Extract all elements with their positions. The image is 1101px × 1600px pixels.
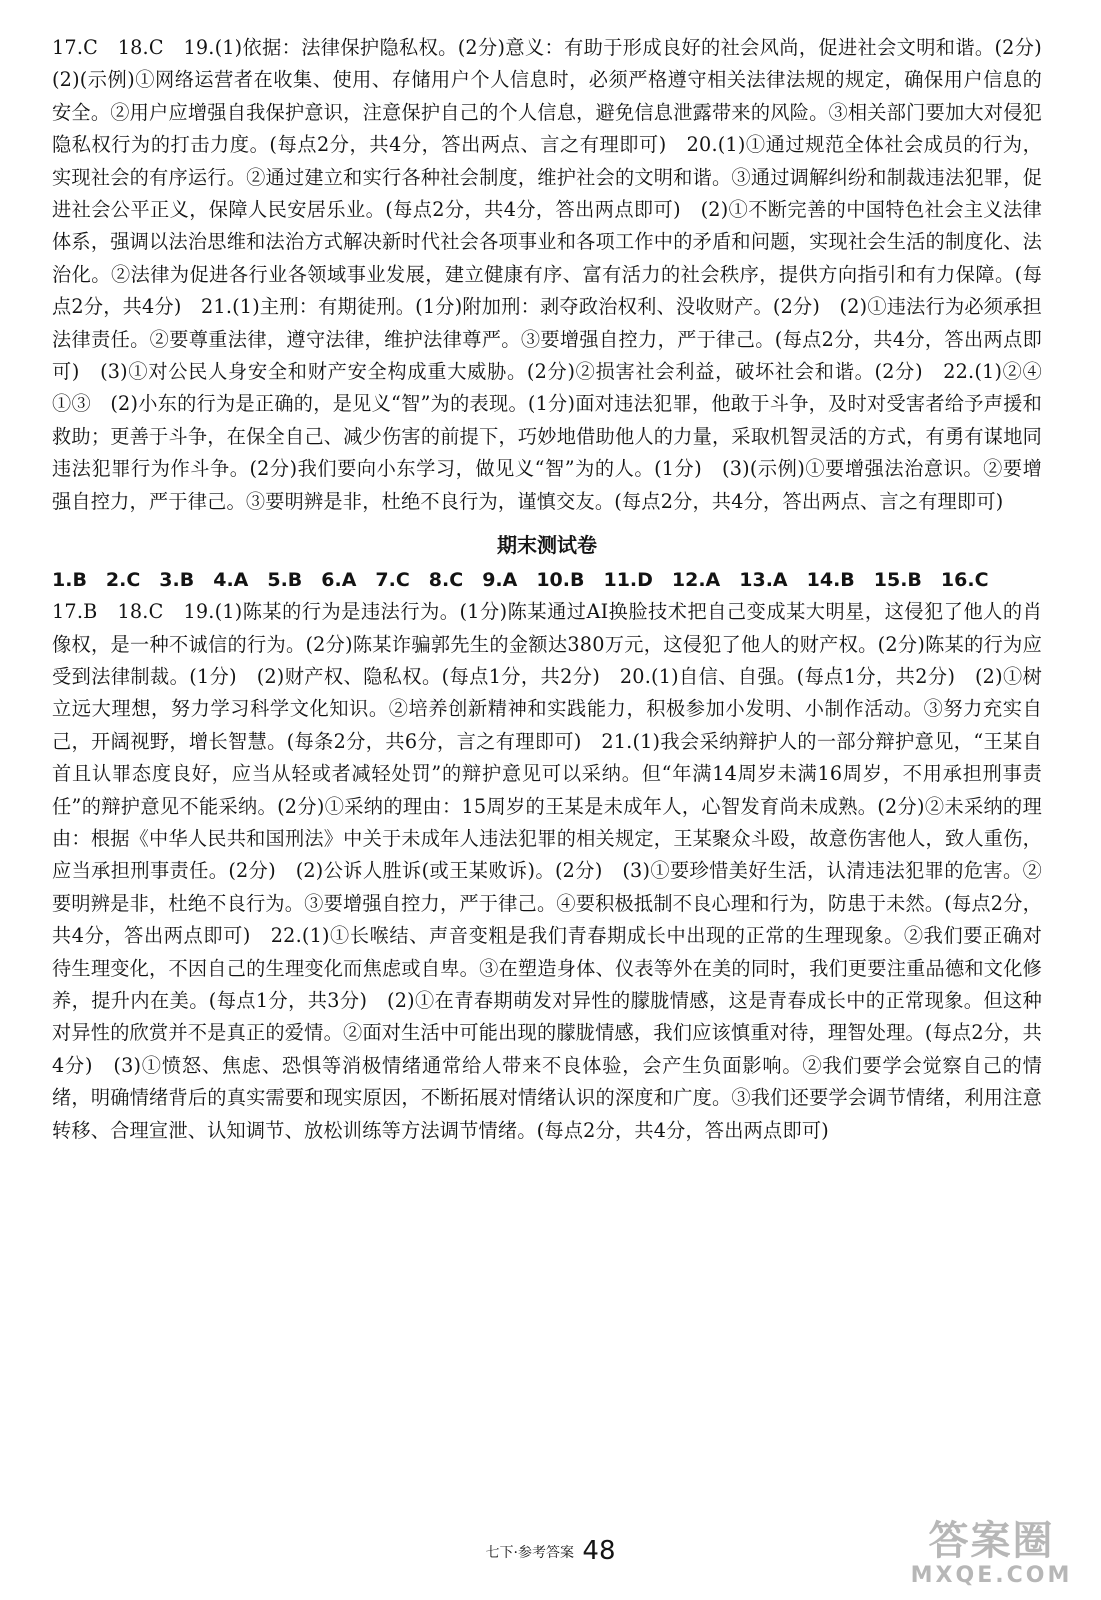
final-exam-answer-text: 17.B 18.C 19.(1)陈某的行为是违法行为。(1分)陈某通过AI换脸技术把自己变成某大明星，这侵犯了他人的肖像权，是一种不诚信的行为。(2分)陈某诈骗郭先生的金额达380万元，这侵犯了他人的财产权。(2分)陈某的行为应受到法律制裁。(1分) (2)财产权、隐私权。(每点1分，共2分) 20.(1)自信、自强。(每点1分，共2分) (2)①树立远大理想，努力学习科学文化知识。②培养创新精神和实践能力，积极参加小发明、小制作活动。③努力充实自己，开阔视野，增长智慧。(每条2分，共6分，言之有理即可) 21.(1)我会采纳辩护人的一部分辩护意见，“王某自首且认罪态度良好，应当从轻或者减轻处罚”的辩护意见可以采纳。但“年满14周岁未满16周岁，不用承担刑事责任”的辩护意见不能采纳。(2分)①采纳的理由：15周岁的王某是未成年人，心智发育尚未成熟。(2分)②未采纳的理由：根据《中华人民共和国刑法》中关于未成年人违法犯罪的相关规定，王某聚众斗殴，故意伤害他人，致人重伤，应当承担刑事责任。(2分) (2)公诉人胜诉(或王某败诉)。(2分) (3)①要珍惜美好生活，认清违法犯罪的危害。②要明辨是非，杜绝不良行为。③要增强自控力，严于律己。④要积极抵制不良心理和行为，防患于未然。(每点2分，共4分，答出两点即可) 22.(1)①长喉结、声音变粗是我们青春期成长中出现的正常的生理现象。②我们要正确对待生理变化，不因自己的生理变化而焦虑或自卑。③在塑造身体、仪表等外在美的同时，我们更要注重品德和文化修养，提升内在美。(每点1分，共3分) (2)①在青春期萌发对异性的朦胧情感，这是青春成长中的正常现象。但这种对异性的欣赏并不是真正的爱情。②面对生活中可能出现的朦胧情感，我们应该慎重对待，理智处理。(每点2分，共4分) (3)①愤怒、焦虑、恐惧等消极情绪通常给人带来不良体验，会产生负面影响。②我们要学会觉察自己的情绪，明确情绪背后的真实需要和现实原因，不断拓展对情绪认识的深度和广度。③我们还要学会调节情绪，利用注意转移、合理宣泄、认知调节、放松训练等方法调节情绪。(每点2分，共4分，答出两点即可) <box>52 600 1042 1142</box>
watermark-top-text: 答案圈 <box>928 1518 1055 1564</box>
section-title: 期末测试卷 <box>497 533 597 558</box>
choice-answers: 1.B 2.C 3.B 4.A 5.B 6.A 7.C 8.C 9.A 10.B 11.D 12.A 13.A 14.B 15.B 16.C <box>52 569 989 592</box>
page-number: 48 <box>582 1536 616 1566</box>
watermark-logo <box>904 1518 1079 1588</box>
footer-label: 七下·参考答案 <box>485 1545 574 1561</box>
watermark-bottom-text: MXQE.COM <box>910 1563 1073 1588</box>
answer-page <box>52 32 1062 1147</box>
answer-section-text: 17.C 18.C 19.(1)依据：法律保护隐私权。(2分)意义：有助于形成良好的社会风尚，促进社会文明和谐。(2分) (2)(示例)①网络运营者在收集、使用、存储用户个人信息时，必须严格遵守相关法律法规的规定，确保用户信息的安全。②用户应增强自我保护意识，注意保护自己的个人信息，避免信息泄露带来的风险。③相关部门要加大对侵犯隐私权行为的打击力度。(每点2分，共4分，答出两点、言之有理即可) 20.(1)①通过规范全体社会成员的行为，实现社会的有序运行。②通过建立和实行各种社会制度，维护社会的文明和谐。③通过调解纠纷和制裁违法犯罪，促进社会公平正义，保障人民安居乐业。(每点2分，共4分，答出两点即可) (2)①不断完善的中国特色社会主义法律体系，强调以法治思维和法治方式解决新时代社会各项事业和各项工作中的矛盾和问题，实现社会生活的制度化、法治化。②法律为促进各行业各领域事业发展，建立健康有序、富有活力的社会秩序，提供方向指引和有力保障。(每点2分，共4分) 21.(1)主刑：有期徒刑。(1分)附加刑：剥夺政治权利、没收财产。(2分) (2)①违法行为必须承担法律责任。②要尊重法律，遵守法律，维护法律尊严。③要增强自控力，严于律己。(每点2分，共4分，答出两点即可) (3)①对公民人身安全和财产安全构成重大威胁。(2分)②损害社会利益，破坏社会和谐。(2分) 22.(1)②④ ①③ (2)小东的行为是正确的，是见义“智”为的表现。(1分)面对违法犯罪，他敢于斗争，及时对受害者给予声援和救助；更善于斗争，在保全自己、减少伤害的前提下，巧妙地借助他人的力量，采取机智灵活的方式，有勇有谋地同违法犯罪行为作斗争。(2分)我们要向小东学习，做见义“智”为的人。(1分) (3)(示例)①要增强法治意识。②要增强自控力，严于律己。③要明辨是非，杜绝不良行为，谨慎交友。(每点2分，共4分，答出两点、言之有理即可) <box>52 36 1062 513</box>
